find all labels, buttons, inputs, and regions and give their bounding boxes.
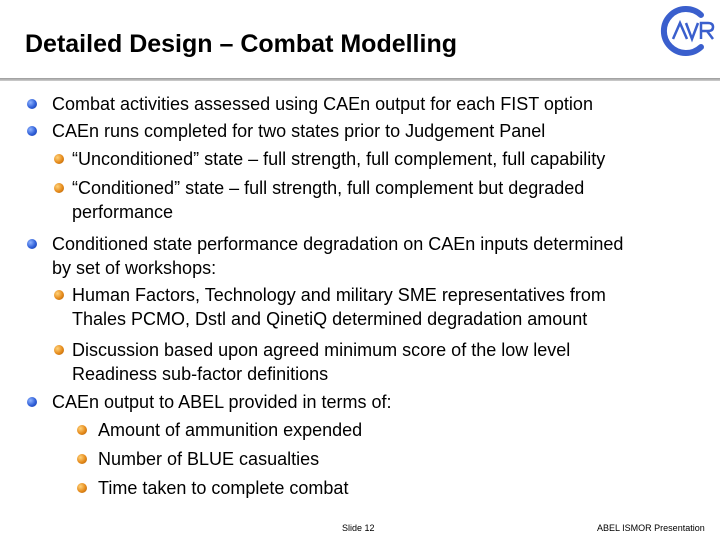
bullet-text-level-2: “Conditioned” state – full strength, full complement but degraded: [72, 178, 585, 198]
bullet-dot-icon: [54, 345, 64, 355]
bullet-dot-icon: [27, 239, 37, 249]
title-divider: [0, 78, 720, 81]
bullet-text-level-3: Number of BLUE casualties: [98, 449, 320, 469]
bullet-text-level-1: CAEn runs completed for two states prior to Judgement Panel: [52, 121, 546, 141]
bullet-text-level-2: Thales PCMO, Dstl and QinetiQ determined degradation amount: [72, 309, 588, 329]
bullet-dot-icon: [77, 425, 87, 435]
bullet-text-level-2: “Unconditioned” state – full strength, full complement, full capability: [72, 149, 606, 169]
bullet-dot-icon: [77, 454, 87, 464]
bullet-text-level-3: Time taken to complete combat: [98, 478, 349, 498]
bullet-dot-icon: [27, 126, 37, 136]
cavr-logo: [657, 5, 717, 57]
presentation-name: ABEL ISMOR Presentation: [597, 523, 705, 533]
bullet-dot-icon: [54, 154, 64, 164]
bullet-text-level-1: Conditioned state performance degradation on CAEn inputs determined: [52, 234, 624, 254]
bullet-text-level-1: CAEn output to ABEL provided in terms of:: [52, 392, 392, 412]
slide-number: Slide 12: [342, 523, 375, 533]
bullet-dot-icon: [54, 290, 64, 300]
logo-v-letter: [686, 23, 698, 39]
bullet-text-level-2: Readiness sub-factor definitions: [72, 364, 329, 384]
bullet-dot-icon: [54, 183, 64, 193]
bullet-text-level-2: Human Factors, Technology and military SME representatives from: [72, 285, 606, 305]
bullet-text-level-2: performance: [72, 202, 174, 222]
bullet-text-level-2: Discussion based upon agreed minimum score of the low level: [72, 340, 571, 360]
slide-title: Detailed Design – Combat Modelling: [25, 30, 457, 58]
bullet-text-level-3: Amount of ammunition expended: [98, 420, 363, 440]
bullet-text-level-1: Combat activities assessed using CAEn output for each FIST option: [52, 94, 593, 114]
logo-r-letter: [701, 23, 713, 39]
bullet-dot-icon: [77, 483, 87, 493]
bullet-dot-icon: [27, 397, 37, 407]
bullet-text-level-1: by set of workshops:: [52, 258, 217, 278]
logo-a-letter: [673, 23, 687, 39]
bullet-dot-icon: [27, 99, 37, 109]
